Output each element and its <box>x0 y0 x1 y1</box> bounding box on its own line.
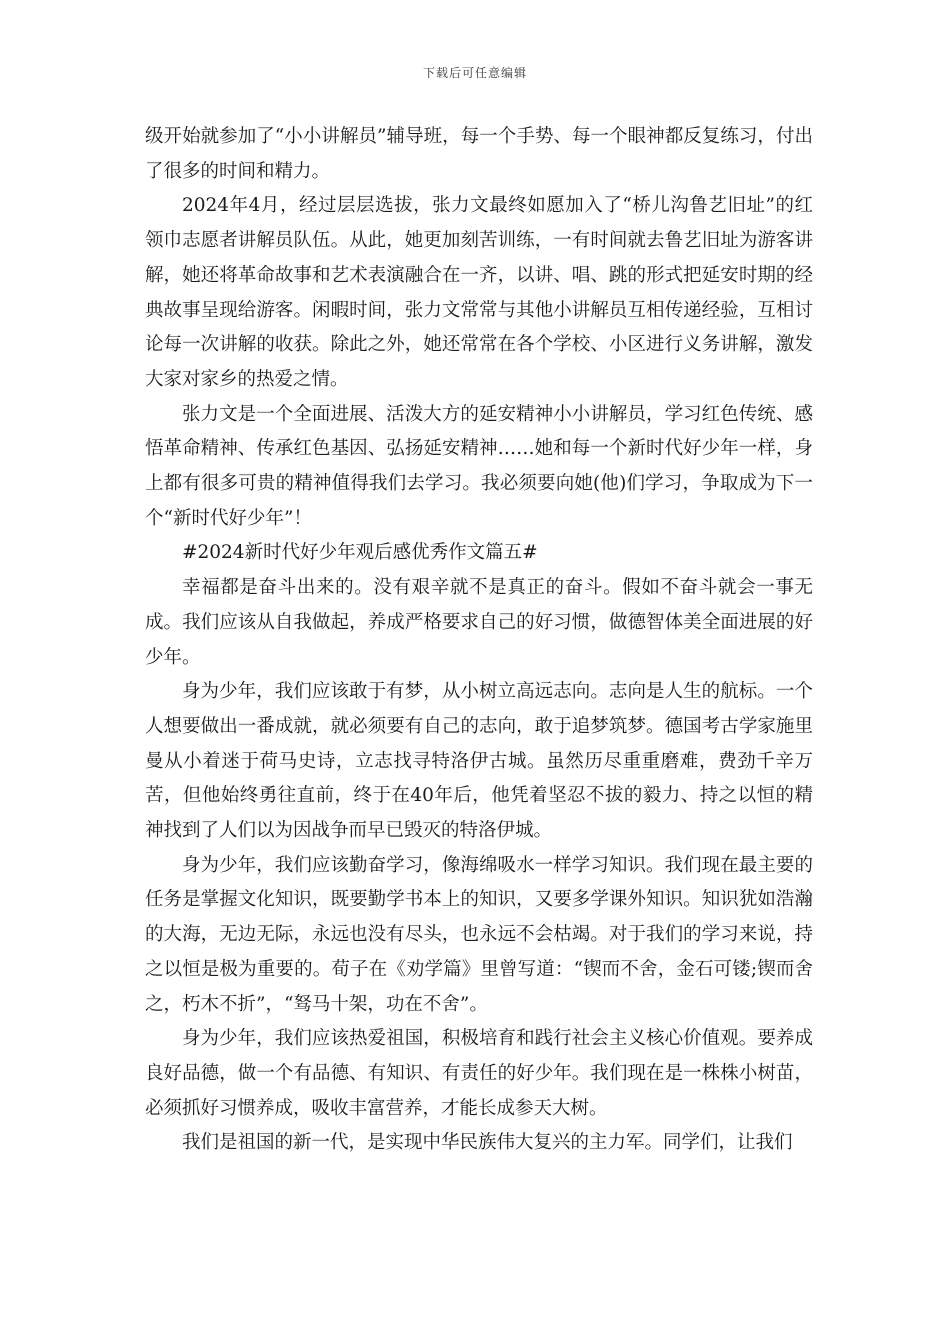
paragraph-7: 身为少年，我们应该勤奋学习，像海绵吸水一样学习知识。我们现在最主要的任务是掌握文化知识，既要勤学书本上的知识，又要多学课外知识。知识犹如浩瀚的大海，无边无际，永远也没有尽头，也永远不会枯竭。对于我们的学习来说，持之以恒是极为重要的。荀子在《劝学篇》里曾写道：“锲而不舍，金石可镂;锲而舍之，朽木不折”，“驽马十架，功在不舍”。 <box>145 854 813 1015</box>
document-body <box>145 120 813 1161</box>
paragraph-9: 我们是祖国的新一代，是实现中华民族伟大复兴的主力军。同学们，让我们 <box>182 1132 793 1154</box>
paragraph-8: 身为少年，我们应该热爱祖国，积极培育和践行社会主义核心价值观。要养成良好品德，做一个有品德、有知识、有责任的好少年。我们现在是一株株小树苗，必须抓好习惯养成，吸收丰富营养，才能长成参天大树。 <box>145 1028 813 1119</box>
section-heading: #2024新时代好少年观后感优秀作文篇五# <box>182 542 538 564</box>
page-header: 下载后可任意编辑 <box>422 66 527 80</box>
paragraph-3: 张力文是一个全面进展、活泼大方的延安精神小小讲解员，学习红色传统、感悟革命精神、传承红色基因、弘扬延安精神……她和每一个新时代好少年一样，身上都有很多可贵的精神值得我们去学习。我必须要向她(他)们学习，争取成为下一个“新时代好少年”！ <box>145 403 813 529</box>
paragraph-1: 级开始就参加了“小小讲解员”辅导班，每一个手势、每一个眼神都反复练习，付出了很多的时间和精力。 <box>145 126 813 182</box>
paragraph-5: 幸福都是奋斗出来的。没有艰辛就不是真正的奋斗。假如不奋斗就会一事无成。我们应该从自我做起，养成严格要求自己的好习惯，做德智体美全面进展的好少年。 <box>145 577 813 668</box>
paragraph-2: 2024年4月，经过层层选拔，张力文最终如愿加入了“桥儿沟鲁艺旧址”的红领巾志愿者讲解员队伍。从此，她更加刻苦训练，一有时间就去鲁艺旧址为游客讲解，她还将革命故事和艺术表演融合在一齐，以讲、唱、跳的形式把延安时期的经典故事呈现给游客。闲暇时间，张力文常常与其他小讲解员互相传递经验，互相讨论每一次讲解的收获。除此之外，她还常常在各个学校、小区进行义务讲解，激发大家对家乡的热爱之情。 <box>145 195 813 390</box>
paragraph-6: 身为少年，我们应该敢于有梦，从小树立高远志向。志向是人生的航标。一个人想要做出一番成就，就必须要有自己的志向，敢于追梦筑梦。德国考古学家施里曼从小着迷于荷马史诗，立志找寻特洛伊古城。虽然历尽重重磨难，费劲千辛万苦，但他始终勇往直前，终于在40年后，他凭着坚忍不拔的毅力、持之以恒的精神找到了人们以为因战争而早已毁灭的特洛伊城。 <box>145 681 813 842</box>
